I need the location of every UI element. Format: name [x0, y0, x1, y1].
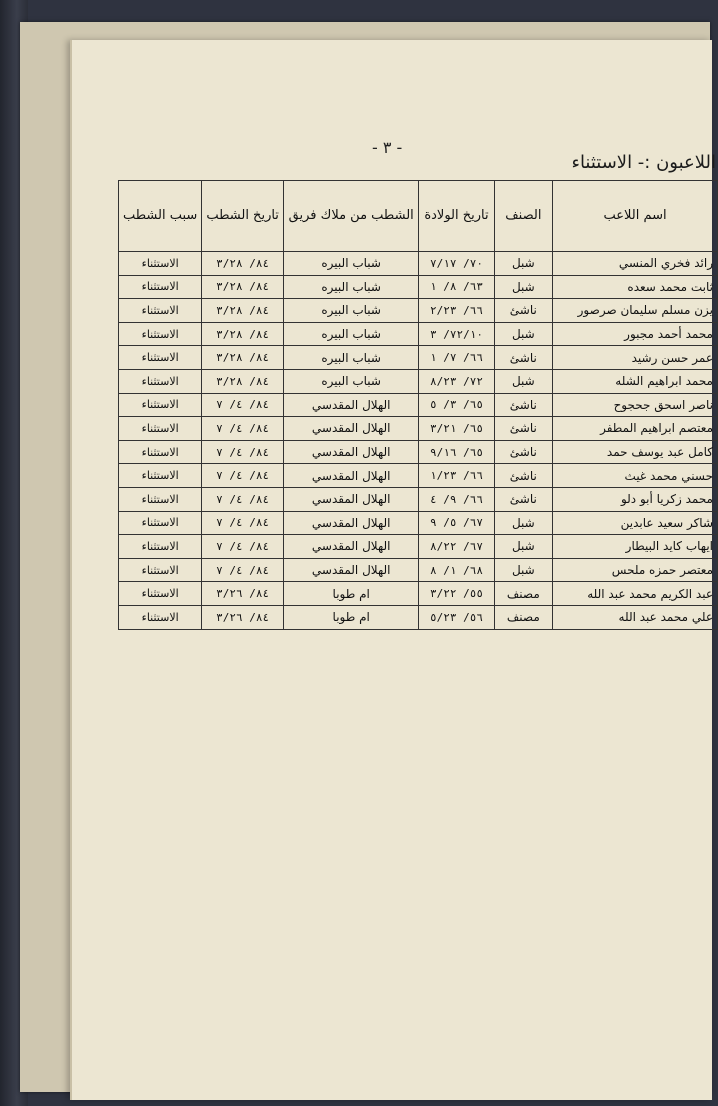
reason-cell: الاستثناء [119, 275, 202, 299]
suspension-date-cell: ٨٤/ ٣/٢٨ [202, 299, 284, 323]
reason-cell: الاستثناء [119, 346, 202, 370]
header-dob: تاريخ الولادة [419, 181, 494, 252]
table-row [119, 346, 718, 370]
dob-cell: ٦٧/ ٥/ ٩ [419, 511, 494, 535]
player-name-cell: ايهاب كايد البيطار [553, 535, 718, 559]
dob-cell: ٦٦/ ١/٢٣ [419, 464, 494, 488]
header-reason: سبب الشطب [119, 181, 202, 252]
dob-cell: ٦٦/ ٢/٢٣ [419, 299, 494, 323]
player-name-cell: حسني محمد غيث [553, 464, 718, 488]
table-row [119, 511, 718, 535]
dob-cell: ٦٥/ ٩/١٦ [419, 440, 494, 464]
reason-cell: الاستثناء [119, 322, 202, 346]
suspension-date-cell: ٨٤/ ٤/ ٧ [202, 440, 284, 464]
dob-cell: ٥٥/ ٣/٢٢ [419, 582, 494, 606]
category-cell: شبل [494, 558, 553, 582]
category-cell: ناشئ [494, 440, 553, 464]
reason-cell: الاستثناء [119, 299, 202, 323]
suspension-date-cell: ٨٤/ ٤/ ٧ [202, 464, 284, 488]
reason-cell: الاستثناء [119, 252, 202, 276]
dob-cell: ٦٨/ ١/ ٨ [419, 558, 494, 582]
category-cell: مصنف [494, 582, 553, 606]
reason-cell: الاستثناء [119, 582, 202, 606]
dob-cell: ٦٦/ ٩/ ٤ [419, 487, 494, 511]
suspension-date-cell: ٨٤/ ٣/٢٨ [202, 369, 284, 393]
table-body [119, 252, 718, 630]
dob-cell: ٦٥/ ٣/ ٥ [419, 393, 494, 417]
header-club: الشطب من ملاك فريق [283, 181, 419, 252]
table-row [119, 535, 718, 559]
dob-cell: ٧٢/ ٨/٢٣ [419, 369, 494, 393]
club-cell: الهلال المقدسي [283, 464, 419, 488]
club-cell: الهلال المقدسي [283, 440, 419, 464]
category-cell: ناشئ [494, 346, 553, 370]
suspension-date-cell: ٨٤/ ٣/٢٨ [202, 346, 284, 370]
suspension-date-cell: ٨٤/ ٤/ ٧ [202, 393, 284, 417]
reason-cell: الاستثناء [119, 511, 202, 535]
table-row [119, 464, 718, 488]
club-cell: الهلال المقدسي [283, 417, 419, 441]
table-row [119, 369, 718, 393]
club-cell: شباب البيره [283, 346, 419, 370]
dob-cell: ٧٢/١٠/ ٣ [419, 322, 494, 346]
player-name-cell: محمد أحمد مجبور [553, 322, 718, 346]
category-cell: ناشئ [494, 299, 553, 323]
table-header-row [119, 181, 718, 252]
player-name-cell: محمد ابراهيم الشله [553, 369, 718, 393]
reason-cell: الاستثناء [119, 369, 202, 393]
suspension-date-cell: ٨٤/ ٤/ ٧ [202, 417, 284, 441]
table-row [119, 275, 718, 299]
club-cell: شباب البيره [283, 299, 419, 323]
reason-cell: الاستثناء [119, 393, 202, 417]
table-row [119, 417, 718, 441]
player-name-cell: ناصر اسحق جحجوح [553, 393, 718, 417]
club-cell: الهلال المقدسي [283, 558, 419, 582]
reason-cell: الاستثناء [119, 535, 202, 559]
club-cell: الهلال المقدسي [283, 535, 419, 559]
reason-cell: الاستثناء [119, 605, 202, 629]
header-category: الصنف [494, 181, 553, 252]
club-cell: ام طوبا [283, 582, 419, 606]
category-cell: ناشئ [494, 464, 553, 488]
dob-cell: ٦٦/ ٧/ ١ [419, 346, 494, 370]
category-cell: ناشئ [494, 487, 553, 511]
suspension-date-cell: ٨٤/ ٣/٢٨ [202, 252, 284, 276]
category-cell: شبل [494, 535, 553, 559]
suspension-date-cell: ٨٤/ ٤/ ٧ [202, 535, 284, 559]
player-name-cell: كامل عبد يوسف حمد [553, 440, 718, 464]
table-row [119, 440, 718, 464]
table-row [119, 558, 718, 582]
category-cell: شبل [494, 275, 553, 299]
table-row [119, 487, 718, 511]
club-cell: شباب البيره [283, 369, 419, 393]
suspension-date-cell: ٨٤/ ٣/٢٦ [202, 582, 284, 606]
player-name-cell: معتصم ابراهيم المطفر [553, 417, 718, 441]
club-cell: الهلال المقدسي [283, 511, 419, 535]
document-page [70, 40, 716, 1100]
table-row [119, 605, 718, 629]
suspension-date-cell: ٨٤/ ٤/ ٧ [202, 558, 284, 582]
page-heading: اللاعبون :- الاستثناء [571, 152, 716, 173]
dob-cell: ٦٥/ ٣/٢١ [419, 417, 494, 441]
table-row [119, 299, 718, 323]
category-cell: شبل [494, 369, 553, 393]
category-cell: ناشئ [494, 417, 553, 441]
player-name-cell: شاكر سعيد عابدين [553, 511, 718, 535]
suspension-date-cell: ٨٤/ ٤/ ٧ [202, 511, 284, 535]
players-table [118, 180, 718, 630]
table-row [119, 252, 718, 276]
dob-cell: ٧٠/ ٧/١٧ [419, 252, 494, 276]
reason-cell: الاستثناء [119, 417, 202, 441]
club-cell: شباب البيره [283, 252, 419, 276]
table-row [119, 393, 718, 417]
player-name-cell: علي محمد عبد الله [553, 605, 718, 629]
club-cell: شباب البيره [283, 275, 419, 299]
club-cell: الهلال المقدسي [283, 393, 419, 417]
player-name-cell: عمر حسن رشيد [553, 346, 718, 370]
header-name: اسم اللاعب [553, 181, 718, 252]
club-cell: ام طوبا [283, 605, 419, 629]
header-suspension-date: تاريخ الشطب [202, 181, 284, 252]
category-cell: شبل [494, 252, 553, 276]
player-name-cell: عبد الكريم محمد عبد الله [553, 582, 718, 606]
reason-cell: الاستثناء [119, 440, 202, 464]
table-row [119, 322, 718, 346]
reason-cell: الاستثناء [119, 487, 202, 511]
page-number: - ٣ - [372, 138, 403, 157]
category-cell: شبل [494, 322, 553, 346]
dob-cell: ٥٦/ ٥/٢٣ [419, 605, 494, 629]
player-name-cell: رائد فخري المنسي [553, 252, 718, 276]
dob-cell: ٦٣/ ٨/ ١ [419, 275, 494, 299]
reason-cell: الاستثناء [119, 464, 202, 488]
table-row [119, 582, 718, 606]
player-name-cell: ثابت محمد سعده [553, 275, 718, 299]
player-name-cell: محمد زكريا أبو دلو [553, 487, 718, 511]
category-cell: مصنف [494, 605, 553, 629]
category-cell: ناشئ [494, 393, 553, 417]
suspension-date-cell: ٨٤/ ٣/٢٨ [202, 275, 284, 299]
suspension-date-cell: ٨٤/ ٣/٢٦ [202, 605, 284, 629]
reason-cell: الاستثناء [119, 558, 202, 582]
dob-cell: ٦٧/ ٨/٢٢ [419, 535, 494, 559]
player-name-cell: يزن مسلم سليمان صرصور [553, 299, 718, 323]
suspension-date-cell: ٨٤/ ٣/٢٨ [202, 322, 284, 346]
suspension-date-cell: ٨٤/ ٤/ ٧ [202, 487, 284, 511]
player-name-cell: معتصر حمزه ملحس [553, 558, 718, 582]
category-cell: شبل [494, 511, 553, 535]
club-cell: الهلال المقدسي [283, 487, 419, 511]
club-cell: شباب البيره [283, 322, 419, 346]
